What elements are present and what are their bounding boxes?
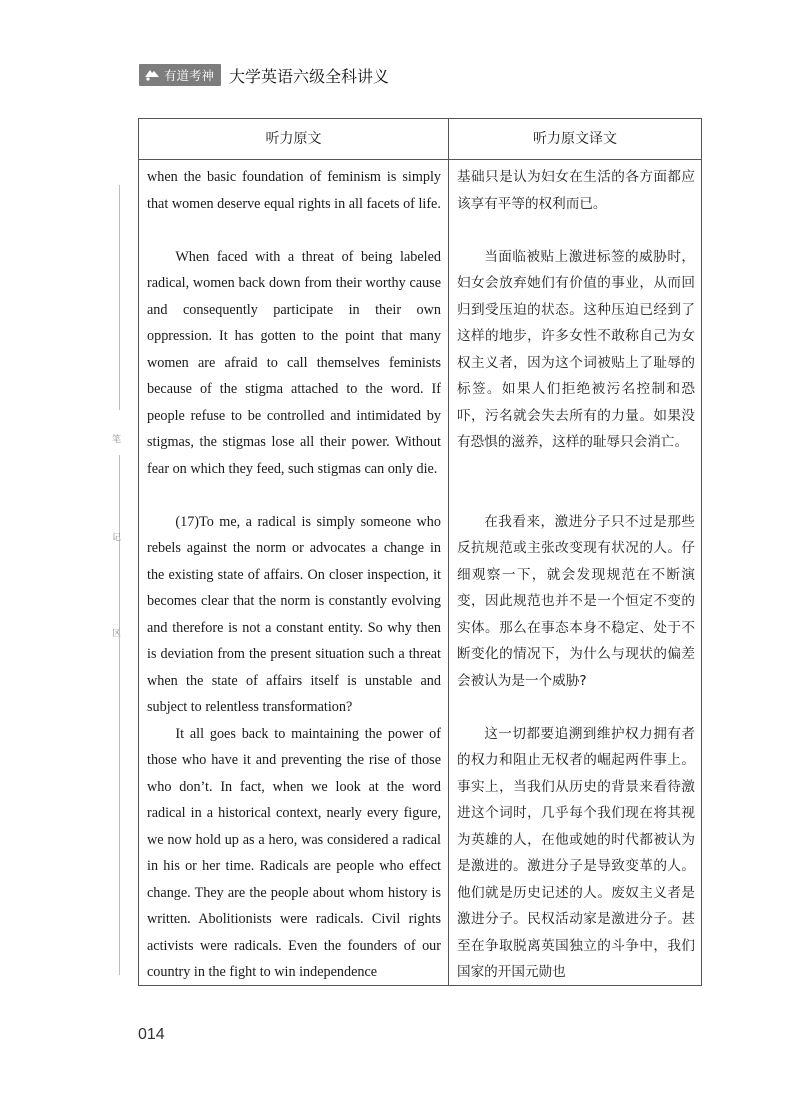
page-number: 014 [138, 1026, 165, 1043]
chinese-paragraph: 这一切都要追溯到维护权力拥有者的权力和阻止无权者的崛起两件事上。事实上，当我们从历史的背景来看待激进这个词时，几乎每个我们现在将其视为英雄的人，在他或她的时代都被认为是激进的。激进分子是导致变革的人。他们就是历史记述的人。废奴主义者是激进分子。民权活动家是激进分子。甚至在争取脱离英国独立的斗争中，我们国家的开国元勋也 [457, 725, 695, 980]
english-paragraph: It all goes back to maintaining the power of those who have it and preventing the rise of those who don’t. In fact, when we look at the word radical in a historical context, nearly every figure, we now hold up as a hero, was considered a radical in his or her time. Radicals are people who effect change. They are the people about whom history is written. Abolitionists were radicals. Civil rights activists were radicals. Even the founders of our country in the fight to win independence [147, 725, 441, 980]
brand-name: 有道考神 [164, 68, 215, 83]
header-original-transcript: 听力原文 [265, 131, 322, 147]
chinese-paragraph: 在我看来，激进分子只不过是那些反抗规范或主张改变现有状况的人。仔细观察一下，就会发现规范在不断演变，因此规范也并不是一个恒定不变的实体。那么在事态本身不稳定、处于不断变化的情况下，为什么与现状的偏差会被认为是一个威胁? [457, 513, 695, 689]
table-header [139, 119, 701, 160]
notes-margin-line [119, 185, 120, 410]
running-header [139, 62, 389, 88]
transcript-table [138, 118, 702, 986]
brand-cap-icon [144, 68, 160, 82]
english-paragraph: When faced with a threat of being labeled radical, women back down from their worthy cause and consequently participate in their own oppression. It has gotten to the point that many women are afraid to call themselves feminists because of the stigma attached to the word. If people refuse to be controlled and intimidated by stigmas, the stigmas lose all their power. Without fear on which they feed, such stigmas can only die. [147, 248, 441, 477]
chinese-paragraph: 当面临被贴上激进标签的威胁时，妇女会放弃她们有价值的事业，从而回归到受压迫的状态。这种压迫已经到了这样的地步，许多女性不敢称自己为女权主义者，因为这个词被贴上了耻辱的标签。如果人们拒绝被污名控制和恐吓，污名就会失去所有的力量。如果没有恐惧的滋养，这样的耻辱只会消亡。 [457, 248, 695, 450]
notes-area-label: 笔 [112, 435, 122, 445]
notes-area-label: 区 [112, 629, 122, 639]
book-title: 大学英语六级全科讲义 [229, 66, 390, 86]
english-paragraph: (17)To me, a radical is simply someone who rebels against the norm or advocates a change in the existing state of affairs. On closer inspection, it becomes clear that the norm is constantly evolving and therefore is not a constant entity. So why then is deviation from the present situation such a threat when the state of affairs itself is unstable and subject to relentless transformation? [147, 513, 441, 715]
header-translation: 听力原文译文 [533, 131, 617, 147]
english-paragraph: when the basic foundation of feminism is simply that women deserve equal rights in all facets of life. [147, 169, 441, 212]
chinese-paragraph: 基础只是认为妇女在生活的各方面都应该享有平等的权利而已。 [457, 169, 695, 212]
column-divider [448, 119, 449, 985]
brand-logo [139, 64, 221, 86]
notes-area-label: 记 [112, 533, 122, 543]
